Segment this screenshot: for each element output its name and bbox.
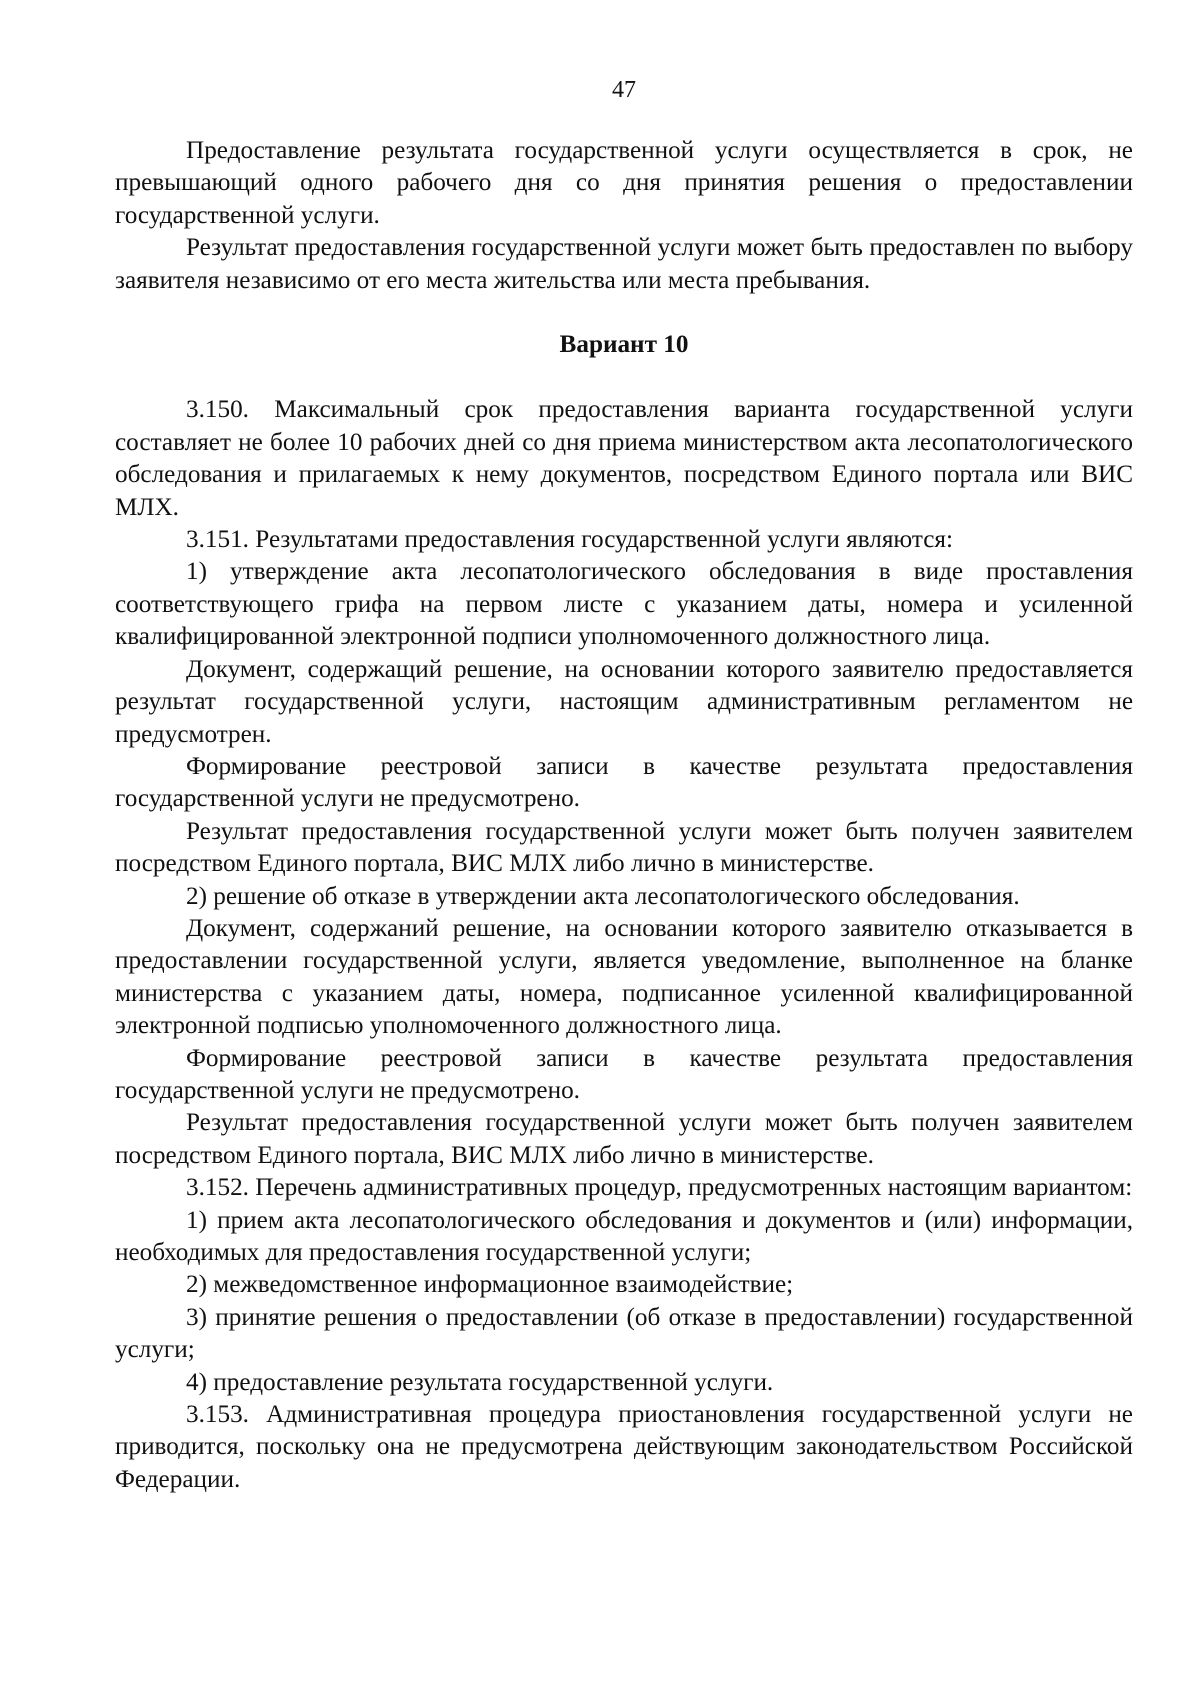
paragraph: 3) принятие решения о предоставлении (об отказе в предоставлении) государственной услуги; <box>115 1303 1133 1364</box>
paragraph: 3.152. Перечень административных процедур, предусмотренных настоящим вариантом: <box>186 1174 1133 1202</box>
section-heading: Вариант 10 <box>559 331 689 359</box>
paragraph: Результат предоставления государственной услуги может быть получен заявителем посредством Единого портала, ВИС МЛХ либо лично в министерстве. <box>115 1109 1133 1169</box>
paragraph: 3.153. Административная процедура приостановления государственной услуги не приводится, поскольку она не предусмотрена действующим законодательством Российской Федерации. <box>115 1401 1133 1493</box>
paragraph: 3.151. Результатами предоставления государственной услуги являются: <box>186 526 953 554</box>
paragraph: Формирование реестровой записи в качестве результата предоставления государственной услуги не предусмотрено. <box>115 752 1133 813</box>
document-body <box>115 135 1133 1496</box>
paragraph: 2) решение об отказе в утверждении акта лесопатологического обследования. <box>186 882 1020 910</box>
paragraph: Формирование реестровой записи в качестве результата предоставления государственной услуги не предусмотрено. <box>115 1044 1133 1104</box>
paragraph: Предоставление результата государственной услуги осуществляется в срок, не превышающий одного рабочего дня со дня принятия решения о предоставлении государственной услуги. <box>115 137 1133 229</box>
paragraph: Документ, содержаний решение, на основании которого заявителю отказывается в предоставлении государственной услуги, является уведомление, выполненное на бланке министерства с указанием даты, номера, подписанное усиленной квалифицированной электронной подписью уполномоченного должностного лица. <box>115 914 1133 1040</box>
paragraph: 4) предоставление результата государственной услуги. <box>186 1368 774 1396</box>
paragraph: 1) прием акта лесопатологического обследования и документов и (или) информации, необходимых для предоставления государственной услуги; <box>115 1206 1133 1266</box>
paragraph: Документ, содержащий решение, на основании которого заявителю предоставляется результат государственной услуги, настоящим административным регламентом не предусмотрен. <box>115 655 1133 748</box>
paragraph: 1) утверждение акта лесопатологического обследования в виде проставления соответствующего грифа на первом листе с указанием даты, номера и усиленной квалифицированной электронной подписи уполномоченного должностного лица. <box>115 558 1133 651</box>
page-number: 47 <box>612 77 636 103</box>
paragraph: Результат предоставления государственной услуги может быть получен заявителем посредством Единого портала, ВИС МЛХ либо лично в министерстве. <box>115 817 1133 878</box>
paragraph: Результат предоставления государственной услуги может быть предоставлен по выбору заявителя независимо от его места жительства или места пребывания. <box>115 234 1133 294</box>
paragraph: 2) межведомственное информационное взаимодействие; <box>186 1271 794 1299</box>
paragraph: 3.150. Максимальный срок предоставления варианта государственной услуги составляет не более 10 рабочих дней со дня приема министерством акта лесопатологического обследования и прилагаемых к нему документов, посредством Единого портала или ВИС МЛХ. <box>115 396 1133 521</box>
